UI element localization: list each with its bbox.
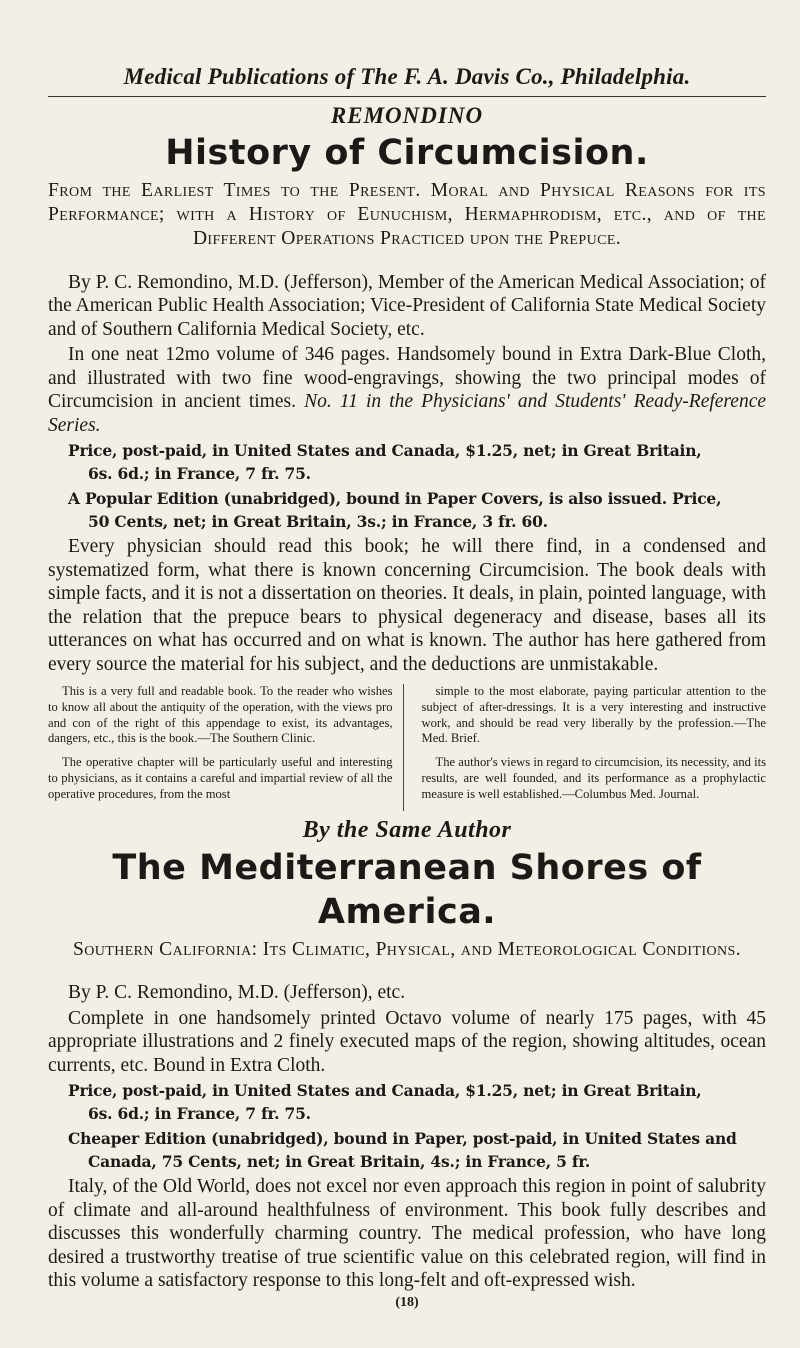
page-number: (18) [395,1294,419,1310]
book1-description-main: In one neat 12mo volume of 346 pages. Handsomely bound in Extra Dark-Blue Cloth, and illustrated with two fine wood-engravings, showing the two principal modes of Circumcision in ancient times. [48,344,766,412]
book2-byline: By P. C. Remondino, M.D. (Jefferson), etc. [68,982,406,1004]
book1-price-paper [48,487,766,533]
book1-price-cloth [48,439,766,485]
book2-price-cloth-line2: 6s. 6d.; in France, 7 fr. 75. [88,1104,311,1124]
book2-price-cloth [48,1079,766,1125]
book1-byline: By P. C. Remondino, M.D. (Jefferson), Member of the American Medical Association; of the American Public Health Association; Vice-President of California State Medical Society and of Southern California Medical Society, etc. [48,271,766,340]
book2-price-cloth-line1: Price, post-paid, in United States and Canada, $1.25, net; in Great Britain, [68,1081,702,1101]
book2-price-paper-line1: Cheaper Edition (unabridged), bound in Paper, post-paid, in United States and [68,1129,737,1149]
book2-body: Italy, of the Old World, does not excel nor even approach this region in point of salubrity of climate and all-around healthfulness of environment. This book fully describes and discusses this wonderfully charming country. The medical profession, who have long desired a trustworthy treatise of true scientific value on this celebrated region, will find in this volume a satisfactory response to this long-felt and oft-expressed wish. [48,1176,766,1292]
review-southern-clinic: This is a very full and readable book. To the reader who wishes to know all about the antiquity of the operation, with the views pro and con of the right of this appendage to exist, its advantages, dangers, etc., this is the book.—The Southern Clinic. [48,684,393,746]
review-med-brief: simple to the most elaborate, paying particular attention to the subject of after-dressings. It is a very interesting and instructive work, and should be read very liberally by the profession.—The Med. Brief. [421,684,766,746]
header-rule [48,96,766,97]
book1-description [48,343,766,437]
book1-title: History of Circumcision. [165,133,649,173]
catalog-page [48,0,766,1311]
book2-price-paper [48,1127,766,1173]
book1-price-paper-line1: A Popular Edition (unabridged), bound in Paper Covers, is also issued. Price, [68,489,722,508]
book2-by-line: By the Same Author [302,816,512,843]
book1-price-paper-line2: 50 Cents, net; in Great Britain, 3s.; in France, 3 fr. 60. [88,512,548,531]
reviews-right-column [422,684,767,811]
book1-reviews [48,684,766,811]
book1-body: Every physician should read this book; he will there find, in a condensed and systematized form, what there is known concerning Circumcision. The book deals with simple facts, and it is not a dissertation on theories. It deals, in plain, pointed language, with the relation that the prepuce bears to physical degeneracy and disease, bases all its utterances on what has occurred and on what is known. The author has here gathered from every source the material for his subject, and the deductions are unmistakable. [48,536,766,675]
book2-subtitle: Southern California: Its Climatic, Physical, and Meteorological Conditions. [72,938,741,960]
reviews-left-column [48,684,404,811]
book2-price-paper-line2: Canada, 75 Cents, net; in Great Britain, 4s.; in France, 5 fr. [88,1152,591,1172]
book1-price-cloth-line2: 6s. 6d.; in France, 7 fr. 75. [88,464,311,483]
review-operative-chapter: The operative chapter will be particularly useful and interesting to physicians, as it contains a careful and impartial review of all the operative procedures, from the most [48,755,393,801]
book1-author-heading: REMONDINO [330,103,484,128]
book2-description: Complete in one handsomely printed Octavo volume of nearly 175 pages, with 45 appropriate illustrations and 2 finely executed maps of the region, showing altitudes, ocean currents, etc. Bound in Extra Cloth. [48,1007,766,1076]
running-head: Medical Publications of The F. A. Davis Co., Philadelphia. [123,64,691,89]
book1-price-cloth-line1: Price, post-paid, in United States and Canada, $1.25, net; in Great Britain, [68,441,702,460]
book2-title: The Mediterranean Shores of America. [112,847,702,932]
book1-subtitle: From the Earliest Times to the Present. Moral and Physical Reasons for its Performance; with a History of Eunuchism, Hermaphrodism, etc., and of the Different Operations Practiced upon the Prepuce. [48,180,766,249]
review-columbus-journal: The author's views in regard to circumcision, its necessity, and its results, are well founded, and its performance as a prophylactic measure is well established.—Columbus Med. Journal. [421,755,766,801]
book1-series: No. 11 in the Physicians' and Students' Ready-Reference Series. [48,391,767,436]
